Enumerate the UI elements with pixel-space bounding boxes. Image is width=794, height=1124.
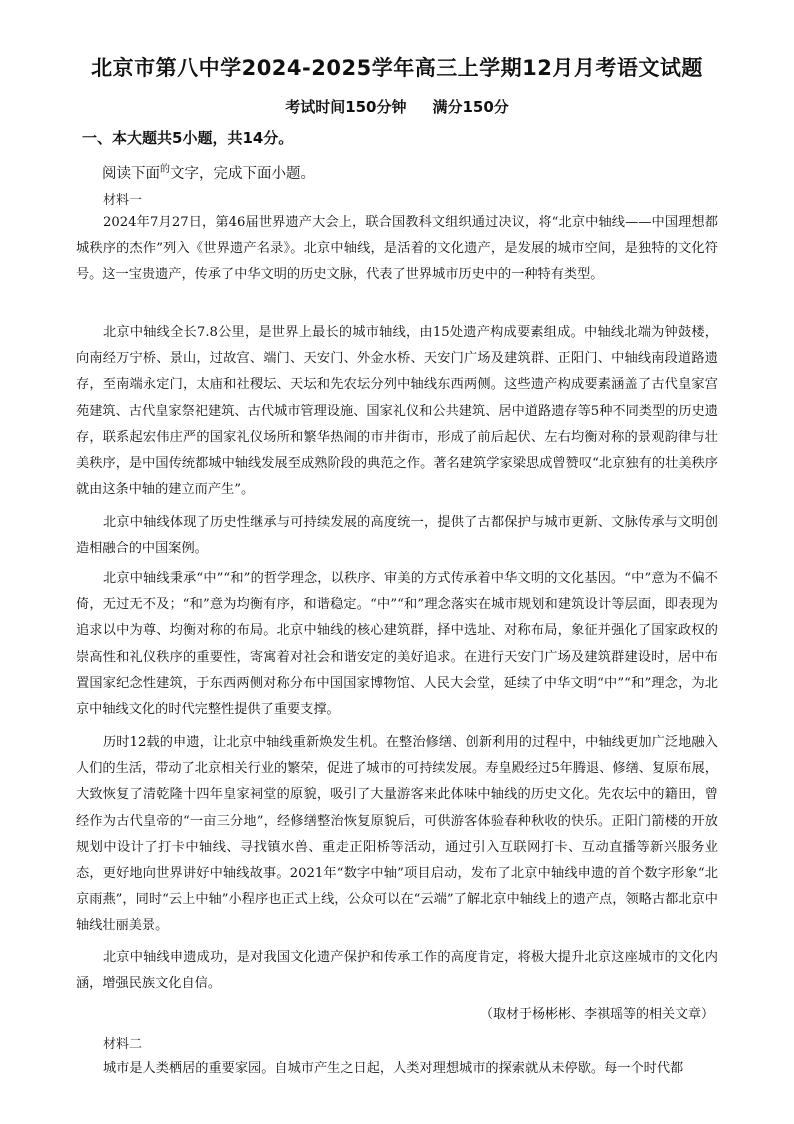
paragraph-3: 北京中轴线体现了历史性继承与可持续发展的高度统一，提供了古都保护与城市更新、文脉传承与文明创造相融合的中国案例。 — [76, 515, 718, 557]
paragraph-6: 北京中轴线申遗成功，是对我国文化遗产保护和传承工作的高度肯定，将极大提升北京这座城市的文化内涵，增强民族文化自信。 — [76, 950, 718, 992]
exam-time: 考试时间150分钟 — [285, 98, 407, 116]
exam-info-line — [0, 96, 794, 117]
instruction-text-pre: 阅读下面 — [102, 166, 160, 182]
paragraph-material-two: 城市是人类栖居的重要家园。自城市产生之日起，人类对理想城市的探索就从未停歇。每一个时代都 — [103, 1061, 684, 1076]
paragraph-2: 北京中轴线全长7.8公里，是世界上最长的城市轴线，由15处遗产构成要素组成。中轴线北端为钟鼓楼，向南经万宁桥、景山，过故宫、端门、天安门、外金水桥、天安门广场及建筑群、正阳门、中轴线南段道路遗存，至南端永定门，太庙和社稷坛、天坛和先农坛分列中轴线东西两侧。这些遗产构成要素涵盖了古代皇家宫苑建筑、古代皇家祭祀建筑、古代城市管理设施、国家礼仪和公共建筑、居中道路遗存等5种不同类型的历史遗存，联系起宏伟庄严的国家礼仪场所和繁华热闹的市井街市，形成了前后起伏、左右均衡对称的景观韵律与壮美秩序，是中国传统都城中轴线发展至成熟阶段的典范之作。著名建筑学家梁思成曾赞叹“北京独有的壮美秩序就由这条中轴的建立而产生”。 — [76, 325, 718, 498]
reading-instruction — [102, 160, 315, 183]
paragraph-4: 北京中轴线秉承“中”“和”的哲学理念，以秩序、审美的方式传承着中华文明的文化基因。“中”意为不偏不倚，无过无不及；“和”意为均衡有序，和谐稳定。“中”“和”理念落实在城市规划和建筑设计等层面，即表现为追求以中为尊、均衡对称的布局。北京中轴线的核心建筑群，择中选址、对称布局，象征并强化了国家政权的崇高性和礼仪秩序的重要性，寄寓着对社会和谐安定的美好追求。在进行天安门广场及建筑群建设时，居中布置国家纪念性建筑，于东西两侧对称分布中国国家博物馆、人民大会堂，延续了中华文明“中”“和”理念，为北京中轴线文化的时代完整性提供了重要支撑。 — [76, 571, 718, 718]
full-score: 满分150分 — [432, 98, 509, 116]
exam-title: 北京市第八中学2024-2025学年高三上学期12月月考语文试题 — [91, 56, 703, 80]
material-one-label: 材料一 — [103, 193, 143, 208]
instruction-text-small: 的 — [160, 164, 170, 175]
material-two-label: 材料二 — [103, 1037, 143, 1052]
paragraph-5: 历时12载的申遗，让北京中轴线重新焕发生机。在整治修缮、创新利用的过程中，中轴线更加广泛地融入人们的生活，带动了北京相关行业的繁荣，促进了城市的可持续发展。寿皇殿经过5年腾退、修缮、复原布展，大致恢复了清乾隆十四年皇家祠堂的原貌，吸引了大量游客来此体味中轴线的历史文化。先农坛中的籍田，曾经作为古代皇帝的“一亩三分地”，经修缮整治恢复原貌后，可供游客体验春种秋收的快乐。正阳门箭楼的开放规划中设计了打卡中轴线、寻找镇水兽、重走正阳桥等活动，通过引入互联网打卡、互动直播等新兴服务业态，更好地向世界讲好中轴线故事。2021年“数字中轴”项目启动，发布了北京中轴线申遗的首个数字形象“北京雨燕”，同时“云上中轴”小程序也正式上线，公众可以在“云端”了解北京中轴线上的遗产点，领略古都北京中轴线壮丽美景。 — [76, 735, 718, 934]
source-note: （取材于杨彬彬、李祺瑶等的相关文章） — [479, 1007, 714, 1022]
instruction-text-post: 文字，完成下面小题。 — [170, 166, 315, 182]
section-heading: 一、本大题共5小题，共14分。 — [82, 129, 294, 147]
paragraph-1: 2024年7月27日，第46届世界遗产大会上，联合国教科文组织通过决议，将“北京中轴线——中国理想都城秩序的杰作”列入《世界遗产名录》。北京中轴线，是活着的文化遗产，是发展的城市空间，是独特的文化符号。这一宝贵遗产，传承了中华文明的历史文脉，代表了世界城市历史中的一种特有类型。 — [76, 215, 718, 283]
